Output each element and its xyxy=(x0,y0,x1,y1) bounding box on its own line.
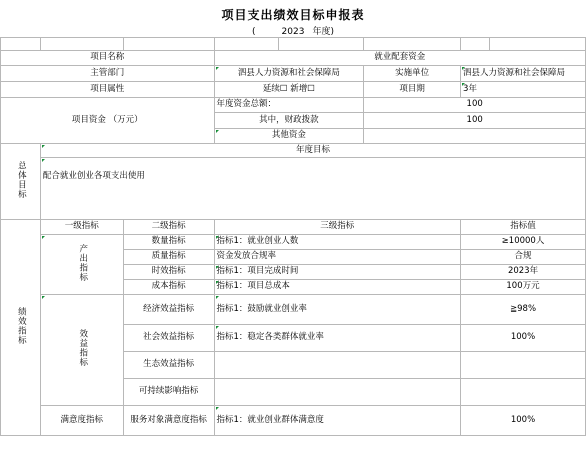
level2-cell: 成本指标 xyxy=(123,280,214,295)
annual-goal-text: 配合就业创业各项支出使用 xyxy=(40,158,585,220)
impl-unit-value: 泗县人力资源和社会保障局 xyxy=(461,66,586,82)
project-name-value: 就业配套资金 xyxy=(214,51,586,66)
satisfaction-indicator-label: 满意度指标 xyxy=(40,406,123,436)
fund-total-row xyxy=(1,98,586,113)
perf-row-quantity xyxy=(1,235,586,250)
dept-value: 泗县人力资源和社会保障局 xyxy=(214,66,364,82)
impl-unit-label: 实施单位 xyxy=(364,66,461,82)
header-level3: 三级指标 xyxy=(214,220,461,235)
fund-total-value: 100 xyxy=(364,98,586,113)
benefit-indicator-text: 效益指标 xyxy=(77,329,88,368)
level3-cell: 指标1：项目总成本 xyxy=(214,280,461,295)
year-line xyxy=(0,24,586,37)
header-level1: 一级指标 xyxy=(40,220,123,235)
performance-form-table xyxy=(0,37,586,436)
dept-label: 主管部门 xyxy=(1,66,215,82)
attr-label: 项目属性 xyxy=(1,82,215,98)
level3-cell: 指标1：项目完成时间 xyxy=(214,265,461,280)
level3-cell: 指标1：稳定各类群体就业率 xyxy=(214,325,461,352)
perf-row-satisfaction xyxy=(1,406,586,436)
header-value: 指标值 xyxy=(461,220,586,235)
perf-side-text: 绩效指标 xyxy=(16,306,27,345)
fund-total-label: 年度资金总额： xyxy=(214,98,364,113)
overall-goal-side-text: 总体目标 xyxy=(16,160,27,199)
fund-fiscal-label: 其中，财政拨款 xyxy=(214,113,364,129)
benefit-indicator-label xyxy=(40,295,123,406)
attr-value: 延续☐ 新增☐ xyxy=(214,82,364,98)
level2-cell: 经济效益指标 xyxy=(123,295,214,325)
overall-goal-side-label xyxy=(1,144,41,220)
output-indicator-text: 产出指标 xyxy=(77,243,88,282)
level3-cell xyxy=(214,352,461,379)
overall-goal-row xyxy=(1,158,586,220)
fund-other-label: 其他资金 xyxy=(214,129,364,144)
blank-row xyxy=(1,38,586,51)
overall-goal-header-row xyxy=(1,144,586,158)
fund-label: 项目资金 （万元） xyxy=(1,98,215,144)
level3-cell: 指标1：就业创业群体满意度 xyxy=(214,406,461,436)
year-open-paren: ( xyxy=(252,27,256,37)
level2-cell: 质量指标 xyxy=(123,250,214,265)
value-cell: 100% xyxy=(461,325,586,352)
value-cell: ≥10000人 xyxy=(461,235,586,250)
level2-cell: 生态效益指标 xyxy=(123,352,214,379)
value-cell xyxy=(461,352,586,379)
fund-other-value xyxy=(364,129,586,144)
annual-goal-header: 年度目标 xyxy=(40,144,585,158)
year-unit: 年度) xyxy=(312,27,334,37)
level2-cell: 可持续影响指标 xyxy=(123,379,214,406)
level2-cell: 社会效益指标 xyxy=(123,325,214,352)
period-label: 项目期 xyxy=(364,82,461,98)
perf-row-economic xyxy=(1,295,586,325)
level3-cell xyxy=(214,379,461,406)
output-indicator-label xyxy=(40,235,123,295)
form-title: 项目支出绩效目标申报表 xyxy=(221,8,365,22)
header-level2: 二级指标 xyxy=(123,220,214,235)
value-cell: 100万元 xyxy=(461,280,586,295)
level3-cell: 资金发放合规率 xyxy=(214,250,461,265)
department-row xyxy=(1,66,586,82)
level2-cell: 数量指标 xyxy=(123,235,214,250)
perf-header-row xyxy=(1,220,586,235)
fund-fiscal-value: 100 xyxy=(364,113,586,129)
value-cell: 100% xyxy=(461,406,586,436)
year-value: 2023 xyxy=(281,27,305,37)
value-cell xyxy=(461,379,586,406)
level2-cell: 服务对象满意度指标 xyxy=(123,406,214,436)
level2-cell: 时效指标 xyxy=(123,265,214,280)
perf-side-label xyxy=(1,220,41,436)
level3-cell: 指标1：鼓励就业创业率 xyxy=(214,295,461,325)
value-cell: 合规 xyxy=(461,250,586,265)
level3-cell: 指标1：就业创业人数 xyxy=(214,235,461,250)
value-cell: 2023年 xyxy=(461,265,586,280)
period-value: 3年 xyxy=(461,82,586,98)
value-cell: ≧98% xyxy=(461,295,586,325)
project-name-label: 项目名称 xyxy=(1,51,215,66)
project-name-row xyxy=(1,51,586,66)
attribute-row xyxy=(1,82,586,98)
